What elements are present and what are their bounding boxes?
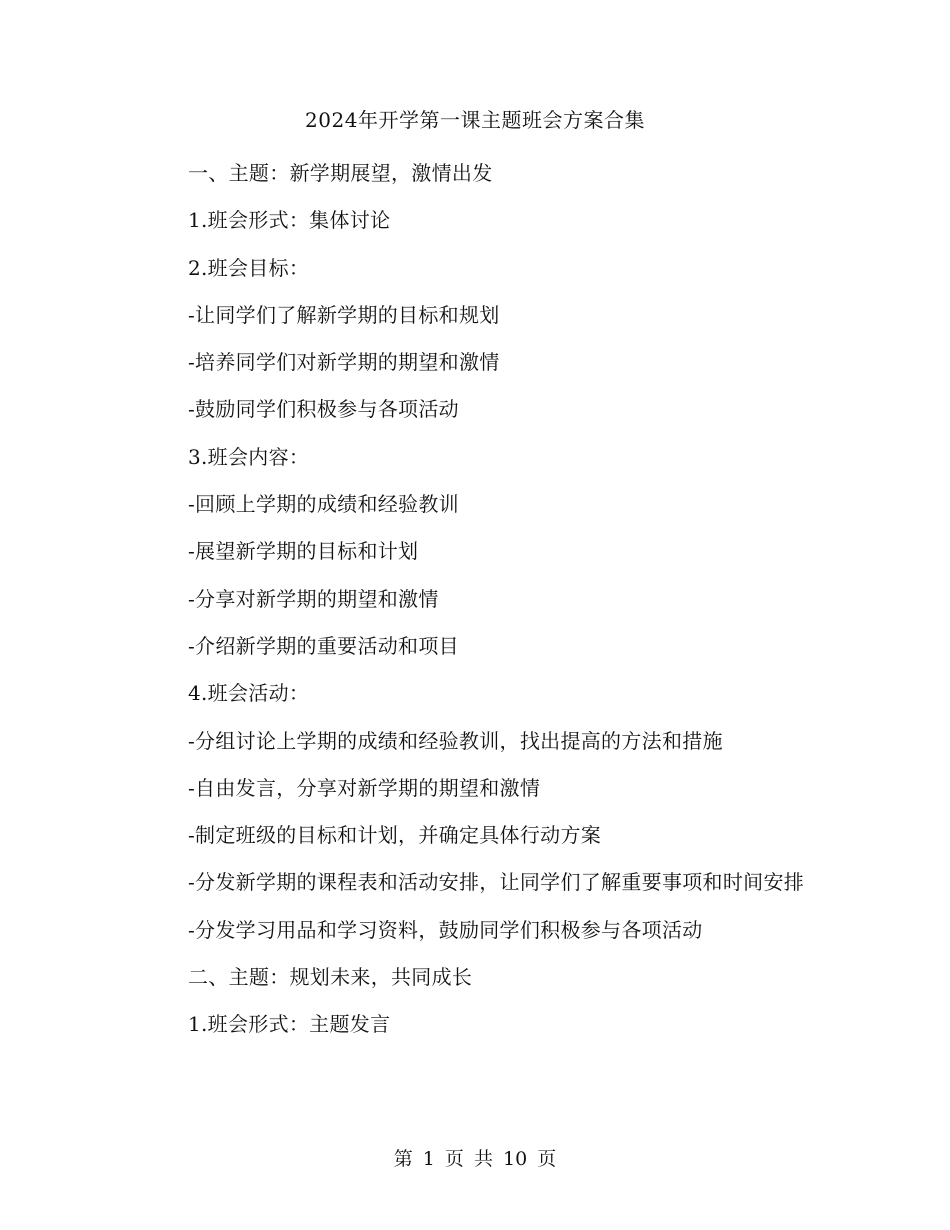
list-item: -培养同学们对新学期的期望和激情: [188, 350, 500, 375]
section-heading: 二、主题：规划未来，共同成长: [188, 965, 473, 990]
section-heading: 一、主题：新学期展望，激情出发: [188, 161, 493, 185]
paragraph: 1.班会形式：集体讨论: [188, 208, 391, 233]
list-item: -分发学习用品和学习资料，鼓励同学们积极参与各项活动: [188, 917, 703, 942]
list-item: -展望新学期的目标和计划: [188, 539, 419, 564]
list-item: -鼓励同学们积极参与各项活动: [188, 397, 459, 422]
list-item: -让同学们了解新学期的目标和规划: [188, 302, 500, 327]
list-item: -制定班级的目标和计划，并确定具体行动方案: [188, 823, 602, 848]
list-item: -分发新学期的课程表和活动安排，让同学们了解重要事项和时间安排: [188, 870, 805, 895]
list-item: -回顾上学期的成绩和经验教训: [188, 492, 459, 517]
list-item: -分组讨论上学期的成绩和经验教训，找出提高的方法和措施: [188, 728, 723, 753]
paragraph: 3.班会内容：: [188, 444, 310, 469]
paragraph: 2.班会目标：: [188, 255, 310, 280]
paragraph: 4.班会活动：: [188, 681, 310, 706]
page-footer: 第 1 页 共 10 页: [393, 1148, 557, 1170]
list-item: -自由发言，分享对新学期的期望和激情: [188, 775, 541, 800]
list-item: -分享对新学期的期望和激情: [188, 586, 439, 611]
paragraph: 1.班会形式：主题发言: [188, 1012, 391, 1037]
document-title: 2024年开学第一课主题班会方案合集: [305, 108, 645, 132]
document-body: [140, 150, 820, 1049]
list-item: -介绍新学期的重要活动和项目: [188, 633, 459, 658]
